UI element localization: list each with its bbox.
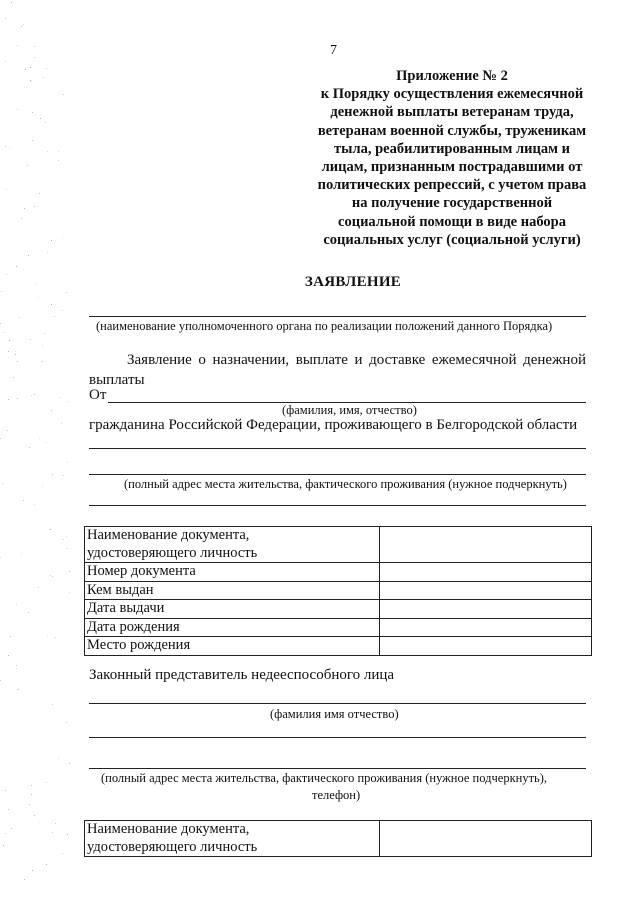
scan-speck bbox=[23, 24, 24, 25]
scan-speck bbox=[24, 208, 25, 209]
scan-speck bbox=[42, 486, 43, 487]
statement-paragraph bbox=[89, 350, 586, 390]
scan-speck bbox=[29, 447, 30, 448]
scan-speck bbox=[11, 828, 12, 829]
scan-speck bbox=[58, 758, 59, 759]
scan-speck bbox=[44, 333, 45, 334]
representative-address-input-line-2[interactable] bbox=[89, 768, 586, 769]
scan-speck bbox=[63, 94, 64, 95]
scan-speck bbox=[7, 430, 8, 431]
scan-speck bbox=[51, 304, 52, 305]
scan-speck bbox=[32, 870, 33, 871]
scan-speck bbox=[69, 571, 70, 572]
scan-speck bbox=[42, 361, 43, 362]
scan-speck bbox=[8, 655, 9, 656]
scan-speck bbox=[63, 475, 64, 476]
row-label-line: Дата выдачи bbox=[87, 600, 165, 616]
scan-speck bbox=[17, 45, 18, 46]
representative-address-input-line-1[interactable] bbox=[89, 737, 586, 738]
representative-fio-input-line[interactable] bbox=[89, 703, 586, 704]
scan-speck bbox=[47, 636, 48, 637]
scan-speck bbox=[62, 310, 63, 311]
scan-speck bbox=[8, 809, 9, 810]
scan-speck bbox=[31, 395, 32, 396]
scan-speck bbox=[47, 252, 48, 253]
scan-speck bbox=[67, 548, 68, 549]
scan-speck bbox=[69, 763, 70, 764]
scan-speck bbox=[63, 539, 64, 540]
representative-label: Законный представитель недееспособного лица bbox=[89, 667, 395, 683]
scan-speck bbox=[55, 637, 56, 638]
authority-caption: (наименование уполномоченного органа по реализации положений данного Порядка) bbox=[96, 319, 553, 333]
appendix-line: лицам, признанным пострадавшими от bbox=[321, 159, 583, 176]
scan-speck bbox=[50, 575, 51, 576]
appendix-line: к Порядку осуществления ежемесячной bbox=[320, 86, 584, 103]
address-input-line-1[interactable] bbox=[89, 448, 586, 449]
table-row bbox=[85, 563, 592, 582]
scan-speck bbox=[39, 438, 40, 439]
scan-speck bbox=[15, 351, 16, 352]
table-cell-label bbox=[85, 527, 380, 563]
table-cell-label bbox=[85, 821, 380, 857]
scan-speck bbox=[45, 122, 46, 123]
scan-speck bbox=[31, 794, 32, 795]
scan-speck bbox=[1, 291, 2, 292]
scan-speck bbox=[31, 81, 32, 82]
statement-line: Заявление о назначении, выплате и доставке ежемесячной денежной bbox=[127, 352, 586, 368]
appendix-line: политических репрессий, с учетом права bbox=[317, 177, 587, 194]
appendix-line: социальной помощи в виде набора bbox=[338, 213, 566, 230]
scan-speck bbox=[8, 351, 9, 352]
scan-speck bbox=[34, 815, 35, 816]
table-cell-label bbox=[85, 581, 380, 600]
representative-document-table bbox=[84, 820, 592, 857]
scan-speck bbox=[23, 500, 24, 501]
scan-speck bbox=[51, 410, 52, 411]
scan-speck bbox=[34, 394, 35, 395]
table-row bbox=[85, 821, 592, 857]
table-cell-label bbox=[85, 637, 380, 656]
scan-speck bbox=[17, 109, 18, 110]
representative-fio-caption: (фамилия имя отчество) bbox=[270, 707, 399, 721]
address-caption: (полный адрес места жительства, фактического проживания (нужное подчеркнуть) bbox=[124, 477, 567, 491]
scan-speck bbox=[69, 592, 70, 593]
issue-date-value[interactable] bbox=[380, 600, 592, 619]
scan-speck bbox=[52, 832, 53, 833]
table-cell-label bbox=[85, 600, 380, 619]
row-label-line: Номер документа bbox=[87, 563, 196, 579]
document-number-value[interactable] bbox=[380, 563, 592, 582]
issued-by-value[interactable] bbox=[380, 581, 592, 600]
scan-speck bbox=[30, 67, 31, 68]
scan-speck bbox=[9, 148, 10, 149]
scan-speck bbox=[16, 668, 17, 669]
scan-speck bbox=[5, 790, 6, 791]
scan-speck bbox=[29, 804, 30, 805]
scan-speck bbox=[31, 785, 32, 786]
scan-speck bbox=[61, 423, 62, 424]
scan-speck bbox=[17, 361, 18, 362]
fio-caption: (фамилия, имя, отчество) bbox=[282, 403, 417, 417]
appendix-line: денежной выплаты ветеранам труда, bbox=[330, 104, 574, 121]
scan-speck bbox=[32, 112, 33, 113]
scan-speck bbox=[28, 255, 29, 256]
scan-speck bbox=[36, 283, 37, 284]
appendix-line: на получение государственной bbox=[351, 195, 553, 212]
row-label-line: удостоверяющего личность bbox=[87, 544, 258, 561]
row-label-line: Наименование документа, bbox=[87, 527, 250, 543]
table-row bbox=[85, 581, 592, 600]
scan-speck bbox=[52, 704, 53, 705]
statement-line: выплаты bbox=[89, 372, 145, 388]
scan-speck bbox=[24, 879, 25, 880]
representative-address-caption: (полный адрес места жительства, фактического проживания (нужное подчеркнуть), bbox=[101, 771, 548, 785]
scan-speck bbox=[16, 266, 17, 267]
scan-speck bbox=[46, 864, 47, 865]
scan-speck bbox=[30, 80, 31, 81]
scan-speck bbox=[58, 151, 59, 152]
scan-speck bbox=[11, 2, 12, 3]
scan-speck bbox=[34, 206, 35, 207]
address-input-line-2[interactable] bbox=[89, 474, 586, 475]
address-input-line-3[interactable] bbox=[89, 505, 586, 506]
scan-speck bbox=[19, 317, 20, 318]
appendix-line: Приложение № 2 bbox=[396, 68, 508, 84]
scan-speck bbox=[58, 160, 59, 161]
scan-speck bbox=[43, 77, 44, 78]
scan-speck bbox=[17, 398, 18, 399]
scan-speck bbox=[10, 636, 11, 637]
scan-speck bbox=[52, 474, 53, 475]
scan-speck bbox=[8, 399, 9, 400]
scan-speck bbox=[62, 238, 63, 239]
appendix-header bbox=[282, 67, 622, 249]
scan-speck bbox=[16, 604, 17, 605]
identity-document-table bbox=[84, 526, 592, 656]
scan-speck bbox=[66, 292, 67, 293]
scan-speck bbox=[40, 118, 41, 119]
scan-speck bbox=[54, 316, 55, 317]
appendix-line: ветеранам военной службы, труженикам bbox=[317, 122, 587, 139]
scan-speck bbox=[67, 834, 68, 835]
representative-address-caption-phone: телефон) bbox=[312, 788, 361, 802]
scan-speck bbox=[46, 442, 47, 443]
scan-speck bbox=[25, 69, 26, 70]
scan-speck bbox=[47, 151, 48, 152]
scan-speck bbox=[5, 61, 6, 62]
table-row bbox=[85, 600, 592, 619]
scan-speck bbox=[3, 332, 4, 333]
appendix-line: тыла, реабилитированным лицам и bbox=[334, 140, 570, 157]
document-name-value[interactable] bbox=[380, 527, 592, 563]
row-label-line: Дата рождения bbox=[87, 618, 180, 635]
scan-speck bbox=[28, 612, 29, 613]
scan-speck bbox=[18, 689, 19, 690]
scan-speck bbox=[38, 587, 39, 588]
scan-speck bbox=[42, 345, 43, 346]
scan-speck bbox=[15, 354, 16, 355]
scan-speck bbox=[68, 401, 69, 402]
scan-speck bbox=[0, 557, 1, 558]
scan-speck bbox=[34, 504, 35, 505]
page-number: 7 bbox=[330, 43, 337, 58]
scan-speck bbox=[21, 26, 22, 27]
birth-place-value[interactable] bbox=[380, 637, 592, 656]
row-label-line: Кем выдан bbox=[87, 581, 154, 598]
scan-speck bbox=[39, 822, 40, 823]
citizen-text: гражданина Российской Федерации, проживающего в Белгородской области bbox=[89, 417, 578, 433]
scan-speck bbox=[46, 68, 47, 69]
scan-speck bbox=[34, 46, 35, 47]
scan-speck bbox=[16, 665, 17, 666]
from-label: От bbox=[89, 387, 107, 403]
table-row bbox=[85, 637, 592, 656]
scan-speck bbox=[30, 339, 31, 340]
birth-date-value[interactable] bbox=[380, 618, 592, 637]
scan-speck bbox=[32, 140, 33, 141]
scan-speck bbox=[21, 218, 22, 219]
table-cell-label bbox=[85, 563, 380, 582]
scan-speck bbox=[5, 146, 6, 147]
table-cell-label bbox=[85, 618, 380, 637]
scan-speck bbox=[3, 845, 4, 846]
scan-speck bbox=[6, 274, 7, 275]
scan-speck bbox=[52, 576, 53, 577]
appendix-line: социальных услуг (социальной услуги) bbox=[323, 231, 581, 248]
scan-speck bbox=[55, 823, 56, 824]
scan-speck bbox=[2, 483, 3, 484]
row-label-line: Место рождения bbox=[87, 637, 191, 653]
scan-speck bbox=[0, 323, 1, 324]
table-row bbox=[85, 618, 592, 637]
scan-speck bbox=[66, 722, 67, 723]
scan-speck bbox=[67, 462, 68, 463]
scan-speck bbox=[5, 18, 6, 19]
scan-speck bbox=[34, 57, 35, 58]
document-title: ЗАЯВЛЕНИЕ bbox=[304, 274, 402, 290]
scan-speck bbox=[62, 853, 63, 854]
scan-speck bbox=[5, 833, 6, 834]
scan-speck bbox=[38, 297, 39, 298]
scan-speck bbox=[39, 193, 40, 194]
row-label-line: Наименование документа, bbox=[87, 821, 250, 837]
scan-speck bbox=[0, 680, 1, 681]
authority-input-line[interactable] bbox=[89, 316, 586, 317]
scan-speck bbox=[9, 340, 10, 341]
scan-speck bbox=[27, 165, 28, 166]
table-row bbox=[85, 527, 592, 563]
representative-document-name-value[interactable] bbox=[380, 821, 592, 857]
scan-speck bbox=[21, 553, 22, 554]
scan-speck bbox=[66, 536, 67, 537]
scan-speck bbox=[0, 438, 1, 439]
scan-speck bbox=[50, 529, 51, 530]
scan-speck bbox=[13, 377, 14, 378]
scan-speck bbox=[6, 189, 7, 190]
row-label-line: удостоверяющего личность bbox=[87, 838, 258, 855]
scan-speck bbox=[60, 397, 61, 398]
scan-speck bbox=[46, 782, 47, 783]
scan-speck bbox=[51, 240, 52, 241]
